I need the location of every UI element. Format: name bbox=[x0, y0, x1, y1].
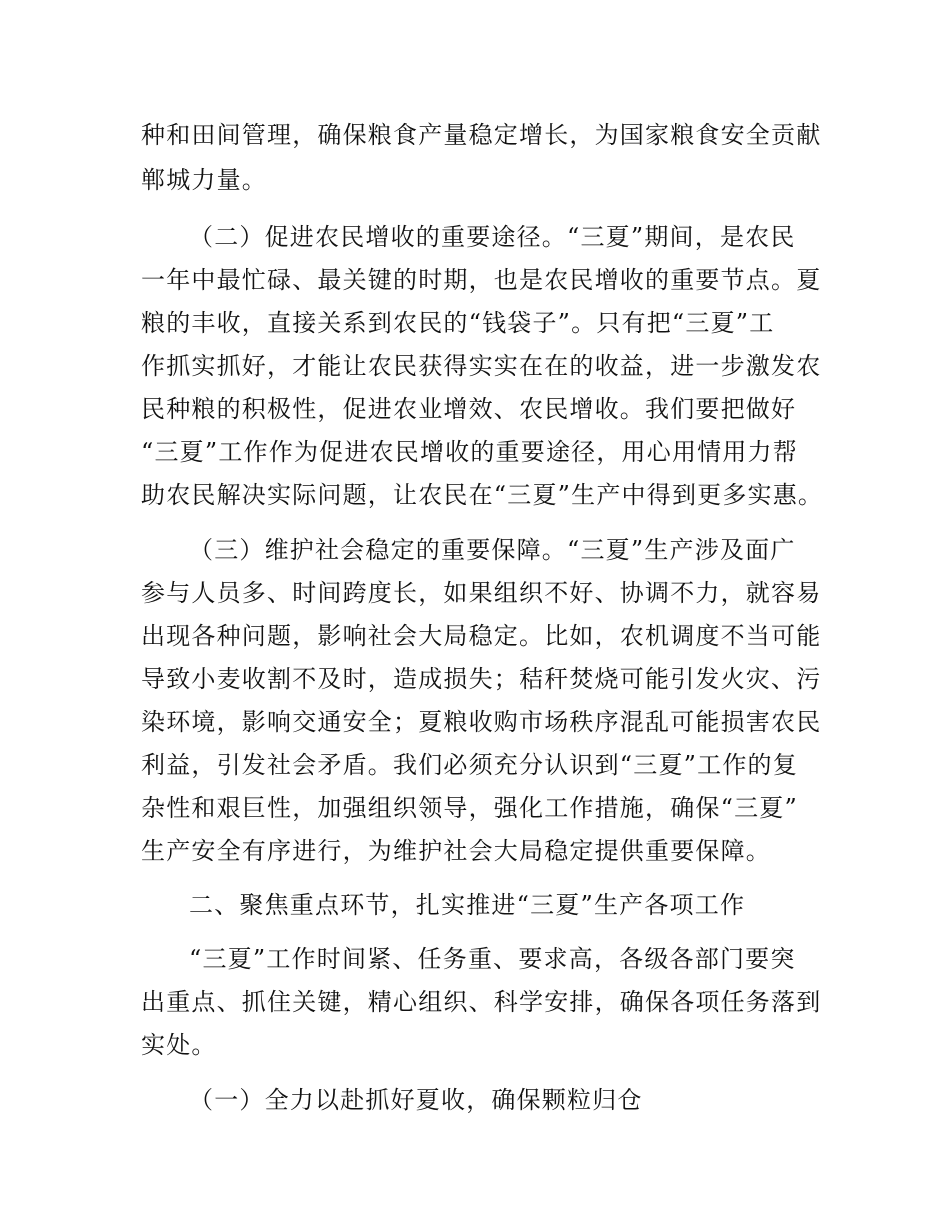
text-line: 种和田间管理，确保粮食产量稳定增长，为国家粮食安全贡献 bbox=[141, 121, 822, 149]
text-line: 出现各种问题，影响社会大局稳定。比如，农机调度不当可能 bbox=[141, 622, 822, 650]
text-line: 染环境，影响交通安全；夏粮收购市场秩序混乱可能损害农民 bbox=[141, 708, 822, 736]
text-line: 郸城力量。 bbox=[141, 166, 267, 194]
text-line: 作抓实抓好，才能让农民获得实实在在的收益，进一步激发农 bbox=[141, 352, 822, 380]
text-line: 民种粮的积极性，促进农业增效、农民增收。我们要把做好 bbox=[141, 395, 797, 423]
paragraph-heading-1: （一）全力以赴抓好夏收，确保颗粒归仓 bbox=[189, 1086, 643, 1114]
paragraph-heading-3: （三）维护社会稳定的重要保障。“三夏”生产涉及面广 bbox=[189, 536, 796, 564]
text-line: “三夏”工作时间紧、任务重、要求高，各级各部门要突 bbox=[189, 945, 796, 973]
text-line: 利益，引发社会矛盾。我们必须充分认识到“三夏”工作的复 bbox=[141, 751, 798, 779]
text-line: 生产安全有序进行，为维护社会大局稳定提供重要保障。 bbox=[141, 837, 771, 865]
text-line: 出重点、抓住关键，精心组织、科学安排，确保各项任务落到 bbox=[141, 988, 822, 1016]
text-line: 一年中最忙碌、最关键的时期，也是农民增收的重要节点。夏 bbox=[141, 266, 822, 294]
text-line: 助农民解决实际问题，让农民在“三夏”生产中得到更多实惠。 bbox=[141, 481, 824, 509]
paragraph-heading-2: （二）促进农民增收的重要途径。“三夏”期间，是农民 bbox=[189, 223, 796, 251]
text-line: 实处。 bbox=[141, 1031, 217, 1059]
section-heading-2: 二、聚焦重点环节，扎实推进“三夏”生产各项工作 bbox=[189, 891, 746, 919]
text-line: 导致小麦收割不及时，造成损失；秸秆焚烧可能引发火灾、污 bbox=[141, 665, 822, 693]
text-line: 杂性和艰巨性，加强组织领导，强化工作措施，确保“三夏” bbox=[141, 794, 798, 822]
text-line: 粮的丰收，直接关系到农民的“钱袋子”。只有把“三夏”工 bbox=[141, 309, 775, 337]
text-line: 参与人员多、时间跨度长，如果组织不好、协调不力，就容易 bbox=[141, 579, 822, 607]
text-line: “三夏”工作作为促进农民增收的重要途径，用心用情用力帮 bbox=[141, 438, 798, 466]
